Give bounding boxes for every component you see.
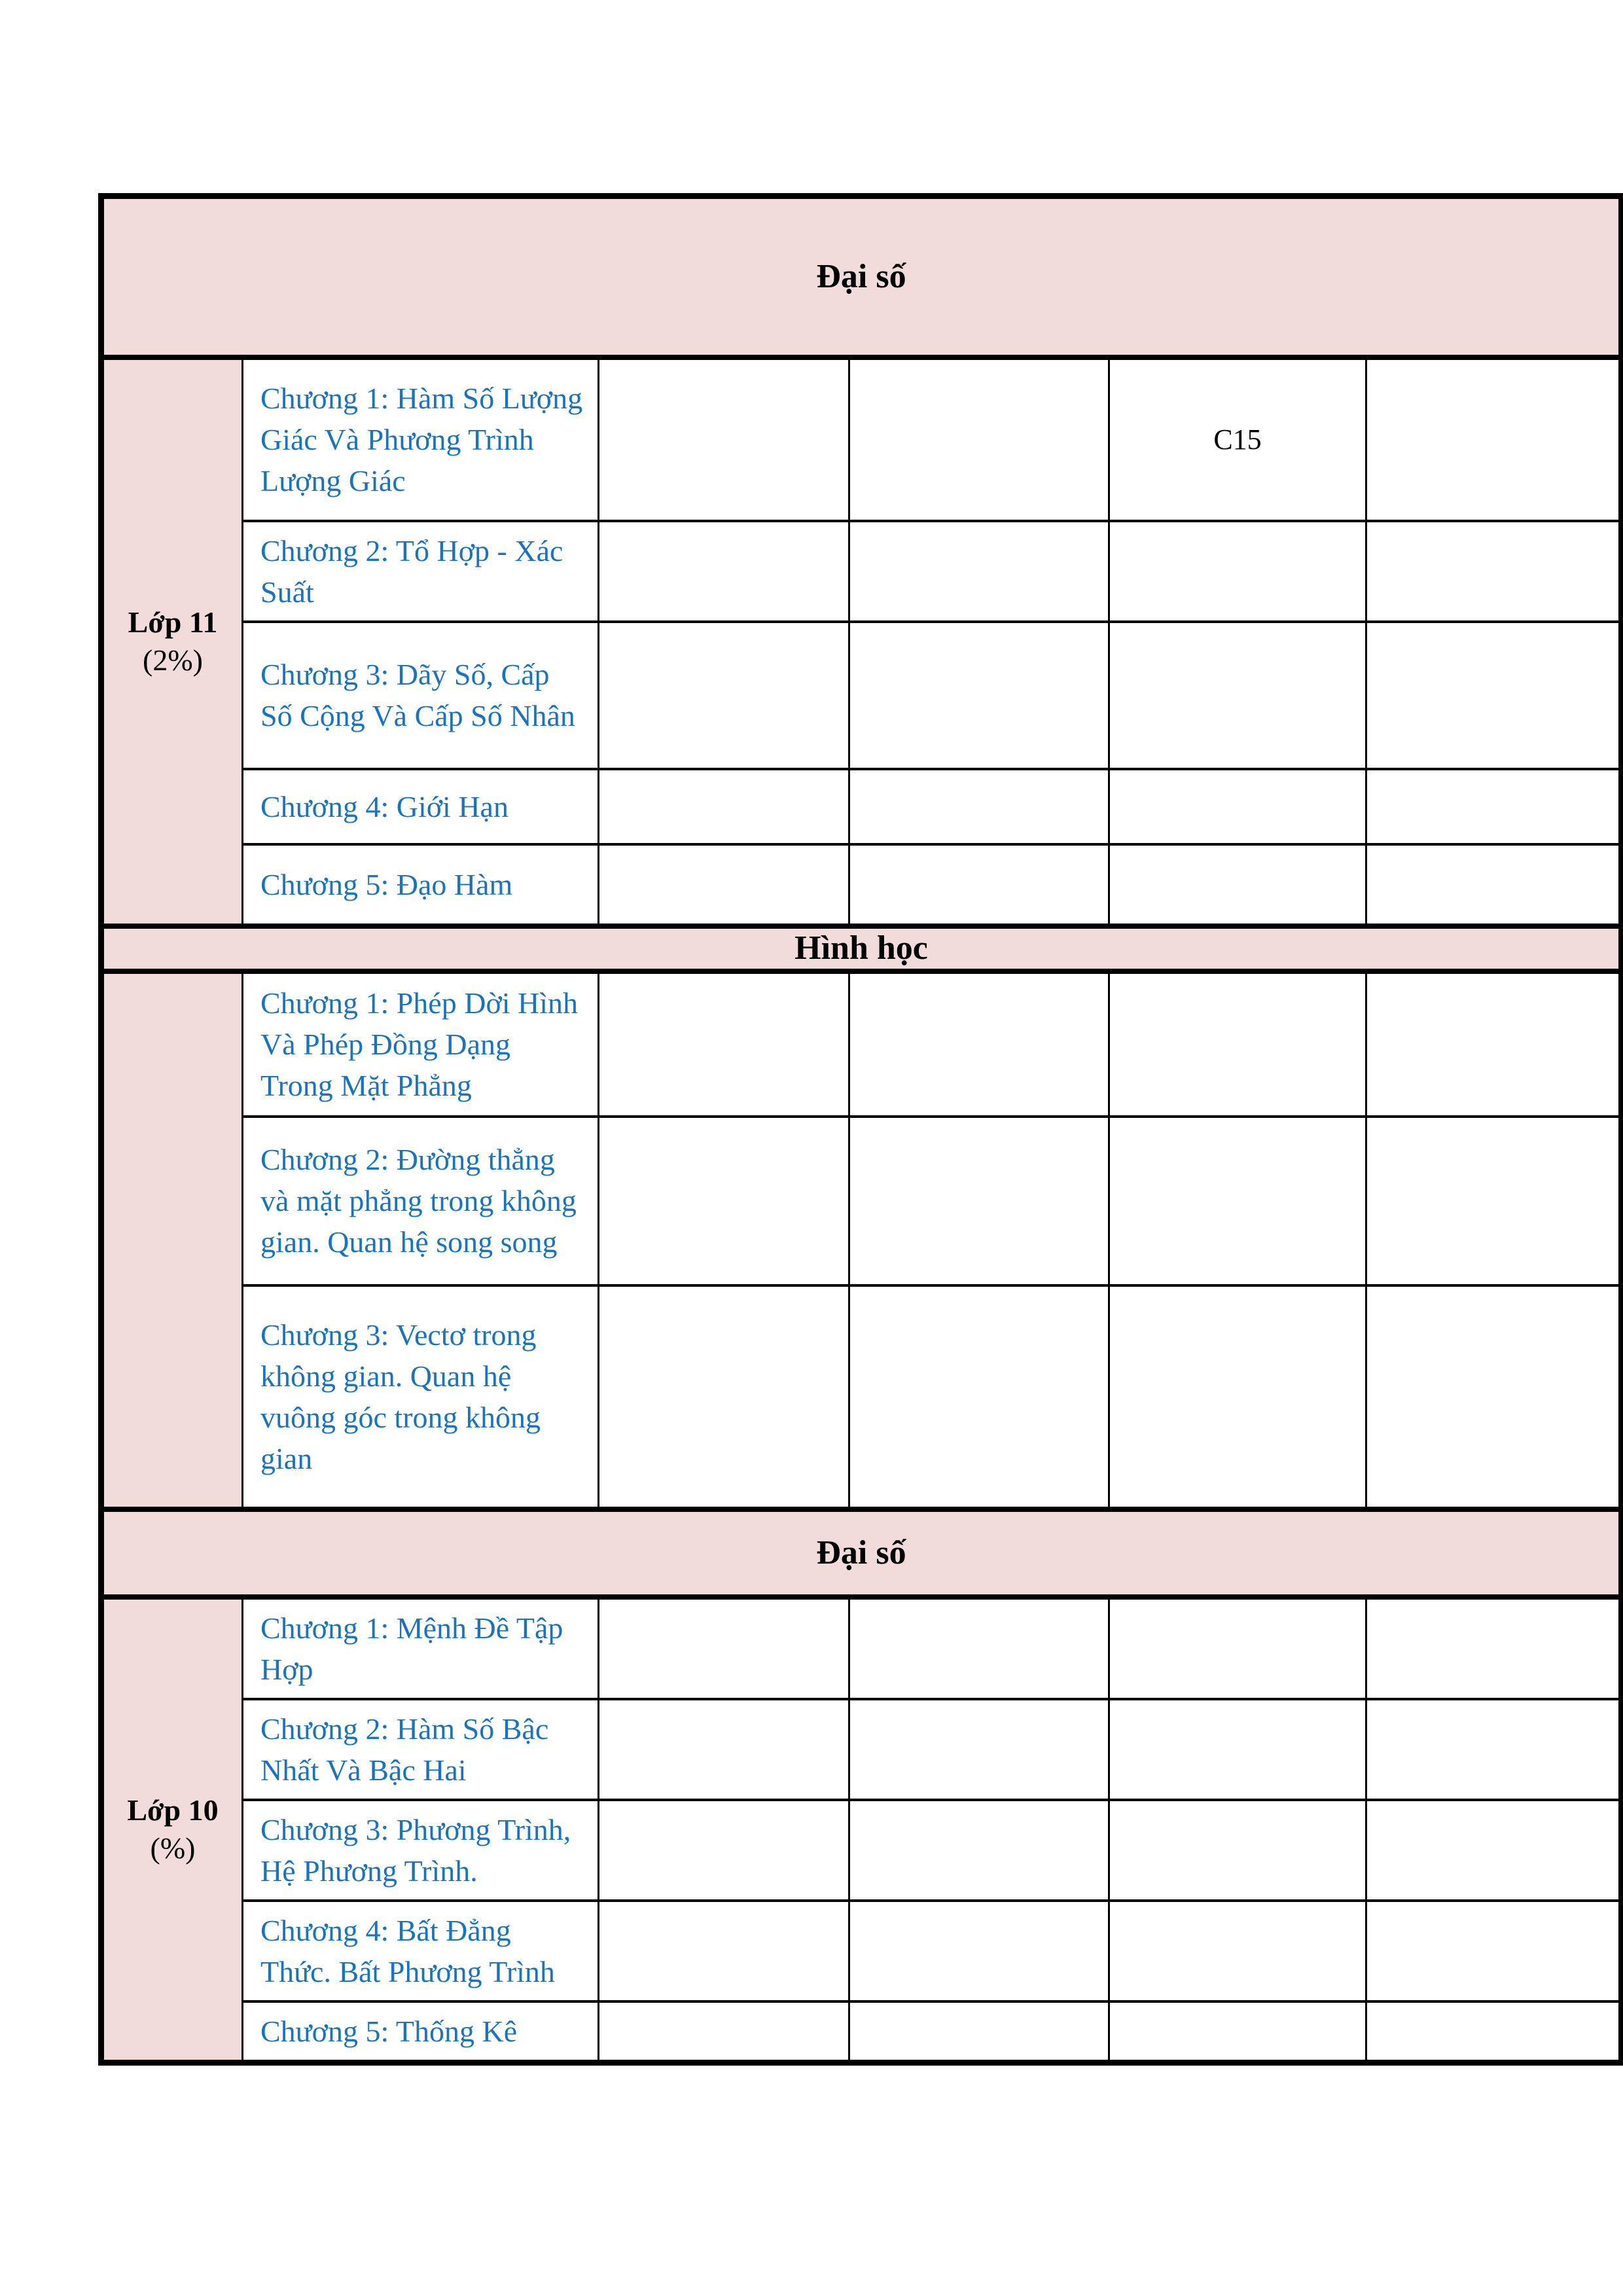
table-cell xyxy=(599,971,849,1117)
table-cell xyxy=(1109,2001,1366,2063)
table-cell xyxy=(599,1901,849,2001)
grade-label: Lớp 11 xyxy=(128,605,218,639)
table-cell-c15: C15 xyxy=(1109,357,1366,521)
chapter-title-cell: Chương 2: Tổ Hợp - Xác Suất xyxy=(243,521,599,622)
chapter-title-cell: Chương 3: Phương Trình, Hệ Phương Trình. xyxy=(243,1800,599,1901)
table-cell xyxy=(849,844,1109,926)
table-cell xyxy=(1366,971,1622,1117)
table-cell xyxy=(1109,971,1366,1117)
chapter-title-cell: Chương 5: Thống Kê xyxy=(243,2001,599,2063)
table-cell xyxy=(599,1117,849,1285)
table-cell xyxy=(849,971,1109,1117)
table-cell xyxy=(1366,521,1622,622)
grade-percent: (2%) xyxy=(143,643,203,677)
chapter-title-cell: Chương 1: Phép Dời Hình Và Phép Đồng Dạng Trong Mặt Phẳng xyxy=(243,971,599,1117)
grade-label: Lớp 10 xyxy=(127,1793,219,1827)
table-cell xyxy=(849,1800,1109,1901)
table-cell xyxy=(1366,769,1622,844)
table-cell xyxy=(849,1597,1109,1699)
chapter-title-cell: Chương 4: Giới Hạn xyxy=(243,769,599,844)
table-cell xyxy=(1109,622,1366,769)
table-cell xyxy=(1366,1699,1622,1800)
table-cell xyxy=(599,1597,849,1699)
table-cell xyxy=(599,2001,849,2063)
table-cell xyxy=(1366,1117,1622,1285)
curriculum-sheet xyxy=(98,193,1623,2066)
chapter-title-cell: Chương 1: Mệnh Đề Tập Hợp xyxy=(243,1597,599,1699)
table-cell xyxy=(1366,357,1622,521)
chapter-title-cell: Chương 3: Vectơ trong không gian. Quan hệ vuông góc trong không gian xyxy=(243,1285,599,1509)
table-cell xyxy=(599,1285,849,1509)
table-cell xyxy=(1109,1597,1366,1699)
grade-percent: (%) xyxy=(150,1831,196,1865)
chapter-title-cell: Chương 4: Bất Đẳng Thức. Bất Phương Trình xyxy=(243,1901,599,2001)
table-cell xyxy=(849,1901,1109,2001)
table-cell xyxy=(599,357,849,521)
chapter-title-cell: Chương 3: Dãy Số, Cấp Số Cộng Và Cấp Số Nhân xyxy=(243,622,599,769)
section-band-hinh-hoc: Hình học xyxy=(101,926,1622,971)
table-cell xyxy=(1109,1699,1366,1800)
grade-label-cell-empty xyxy=(101,971,243,1509)
table-cell xyxy=(1366,1597,1622,1699)
table-cell xyxy=(849,769,1109,844)
chapter-title-cell: Chương 1: Hàm Số Lượng Giác Và Phương Trình Lượng Giác xyxy=(243,357,599,521)
curriculum-table xyxy=(98,193,1623,2066)
table-cell xyxy=(599,844,849,926)
table-cell xyxy=(1109,1800,1366,1901)
table-cell xyxy=(849,1699,1109,1800)
table-cell xyxy=(599,521,849,622)
chapter-title-cell: Chương 2: Đường thẳng và mặt phẳng trong không gian. Quan hệ song song xyxy=(243,1117,599,1285)
table-cell xyxy=(1109,769,1366,844)
table-cell xyxy=(1366,844,1622,926)
table-cell xyxy=(849,357,1109,521)
chapter-title-cell: Chương 5: Đạo Hàm xyxy=(243,844,599,926)
table-cell xyxy=(599,769,849,844)
table-cell xyxy=(849,2001,1109,2063)
table-cell xyxy=(1109,1901,1366,2001)
table-cell xyxy=(1366,1901,1622,2001)
grade-label-cell-lop-10 xyxy=(101,1597,243,2063)
table-cell xyxy=(599,1699,849,1800)
table-cell xyxy=(1109,1285,1366,1509)
grade-label-cell-lop-11 xyxy=(101,357,243,926)
table-cell xyxy=(1109,521,1366,622)
table-cell xyxy=(599,622,849,769)
table-cell xyxy=(599,1800,849,1901)
table-cell xyxy=(1366,1800,1622,1901)
table-cell xyxy=(849,1117,1109,1285)
table-cell xyxy=(849,1285,1109,1509)
table-cell xyxy=(1109,844,1366,926)
table-cell xyxy=(1109,1117,1366,1285)
table-cell xyxy=(1366,2001,1622,2063)
section-band-dai-so-2: Đại số xyxy=(101,1509,1622,1597)
table-cell xyxy=(1366,622,1622,769)
table-cell xyxy=(849,521,1109,622)
table-cell xyxy=(1366,1285,1622,1509)
table-cell xyxy=(849,622,1109,769)
section-band-dai-so-1: Đại số xyxy=(101,196,1622,357)
chapter-title-cell: Chương 2: Hàm Số Bậc Nhất Và Bậc Hai xyxy=(243,1699,599,1800)
